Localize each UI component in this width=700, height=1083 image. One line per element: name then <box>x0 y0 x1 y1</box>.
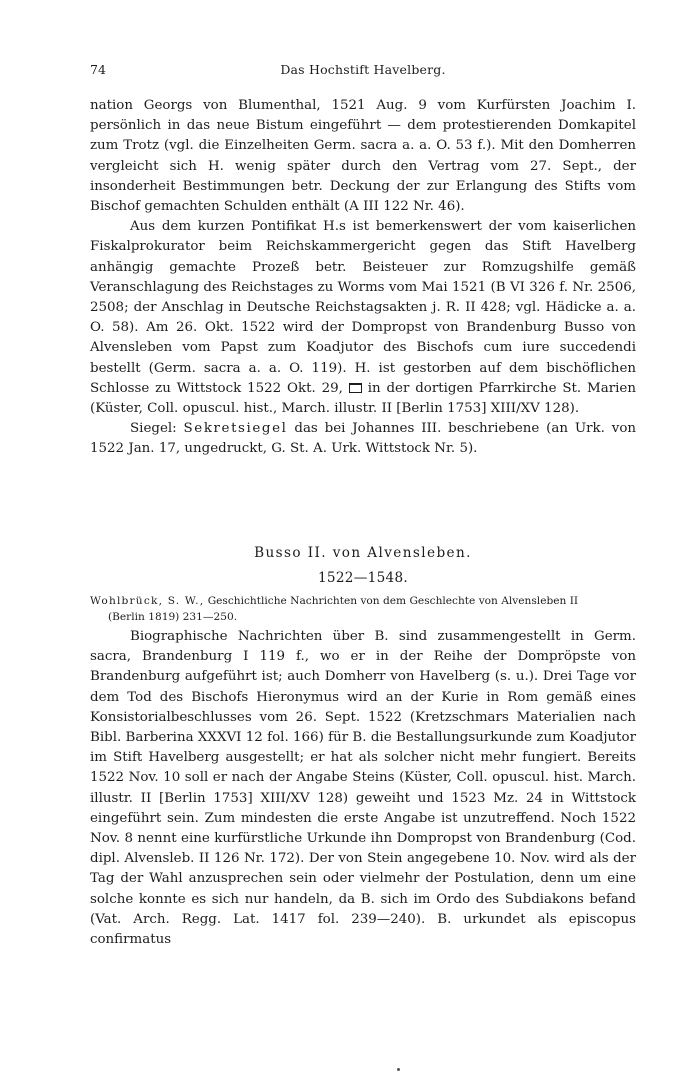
paragraph-pontificate-text: Aus dem kurzen Pontifikat H.s ist bemerkenswert der vom kaiserlichen Fiskalprokurator beim Reichskammergericht gegen das Stift Havelberg anhängig gemachte Prozeß betr. Beisteuer zur Romzugshilfe gemäß Veranschlagung des Reichstages zu Worms vom Mai 1521 (B VI 326 f. Nr. 2506, 2508; der Anschlag in Deutsche Reichstagsakten j. R. II 428; vgl. Hädicke a. a. O. 58). Am 26. Okt. 1522 wird der Dompropst von Brandenburg Busso von Alvensleben vom Papst zum Koadjutor des Bischofs cum iure succedendi bestellt (Germ. sacra a. a. O. 119). H. ist gestorben auf dem bischöflichen Schlosse zu Wittstock 1522 Okt. 29, <box>90 219 636 396</box>
paragraph-biography: Biographische Nachrichten über B. sind zusammengestellt in Germ. sacra, Brandenburg I 119 f., wo er in der Reihe der Dompröpste von Brandenburg aufgeführt ist; auch Domherr von Havelberg (s. u.). Drei Tage vor dem Tod des Bischofs Hieronymus wird an der Kurie in Rom gemäß eines Konsistorialbeschlusses vom 26. Sept. 1522 (Kretzschmars Materialien nach Bibl. Barberina XXXVI 12 fol. 166) für B. die Bestallungsurkunde zum Koadjutor im Stift Havelberg ausgestellt; er hat als solcher nicht mehr fungiert. Bereits 1522 Nov. 10 soll er nach der Angabe Steins (Küster, Coll. opuscul. hist. March. illustr. II [Berlin 1753] XIII/XV 128) geweiht und 1523 Mz. 24 in Wittstock eingeführt sein. Zum mindesten die erste Angabe ist unzutreffend. Noch 1522 Nov. 8 nennt eine kurfürstliche Urkunde ihn Dompropst von Brandenburg (Cod. dipl. Alvensleb. II 126 Nr. 172). Der von Stein angegebene 10. Nov. wird als der Tag der Wahl anzusprechen sein oder vielmehr der Postulation, denn um eine solche konnte es sich nur handeln, da B. sich im Ordo des Subdiakons befand (Vat. Arch. Regg. Lat. 1417 fol. 239—240). B. urkundet als episcopus confirmatus <box>90 629 636 948</box>
seal-description: das bei Johannes III. beschriebene (an Urk. von 1522 Jan. 17, ungedruckt, G. St. A. Urk. Wittstock Nr. 5). <box>90 421 637 457</box>
section-heading-years: 1522—1548. <box>317 570 409 586</box>
running-title: Das Hochstift Havelberg. <box>280 62 446 77</box>
bibliography-title: Geschichtliche Nachrichten von dem Geschlechte von Alvensleben II <box>207 595 579 607</box>
section-heading-busso: Busso II. von Alvensleben. <box>254 545 472 561</box>
page-number: 74 <box>90 62 106 77</box>
seal-label: Siegel: <box>130 421 177 437</box>
section-busso-text <box>90 627 636 950</box>
paragraph-seal <box>90 419 636 459</box>
paragraph-consecration: nation Georgs von Blumenthal, 1521 Aug. 9 vom Kurfürsten Joachim I. persönlich in das neue Bistum eingeführt — dem protestierenden Domkapitel zum Trotz (vgl. die Einzelheiten Germ. sacra a. a. O. 53 f.). Mit den Domherren vergleicht sich H. wenig später durch den Vertrag vom 27. Sept., der insonderheit Bestimmungen betr. Deckung der zur Erlangung des Stifts vom Bischof gemachten Schulden enthält (A III 122 Nr. 46). <box>90 98 636 215</box>
bibliography-line-2: (Berlin 1819) 231—250. <box>108 610 238 623</box>
paragraph-pontificate-burial: in der dortigen Pfarrkirche St. Marien (Küster, Coll. opuscul. hist., March. illustr. II [Berlin 1753] XIII/XV 128). <box>90 380 636 417</box>
burial-symbol-icon <box>349 383 362 393</box>
seal-type: Sekretsiegel <box>183 421 288 437</box>
bibliography-line-1 <box>90 594 640 610</box>
bibliography-entry <box>90 594 640 625</box>
bibliography-author: Wohlbrück, S. W., <box>90 595 205 607</box>
footer-dot-mark <box>397 1068 400 1071</box>
section-hieronymus-text <box>90 96 636 460</box>
page-header <box>90 62 636 82</box>
paragraph-pontificate <box>90 217 636 419</box>
